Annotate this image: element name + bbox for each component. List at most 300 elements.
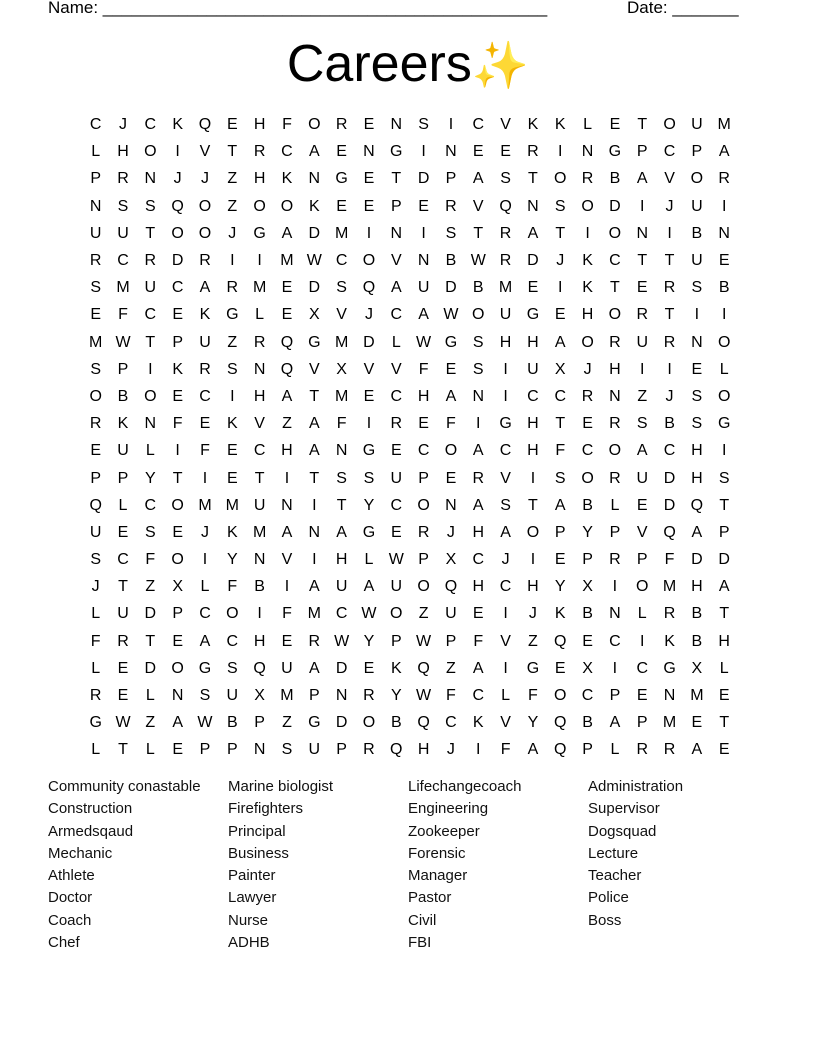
- grid-letter: R: [581, 170, 594, 188]
- word-list-item: Principal: [228, 822, 286, 840]
- word-list-item: Dogsquad: [588, 822, 657, 840]
- grid-letter: W: [115, 333, 131, 351]
- grid-letter: M: [690, 687, 704, 705]
- grid-letter: A: [281, 224, 293, 242]
- grid-letter: A: [609, 714, 621, 732]
- grid-letter: Z: [145, 578, 156, 596]
- grid-letter: S: [226, 659, 238, 677]
- grid-letter: S: [691, 279, 703, 297]
- grid-letter: L: [610, 741, 620, 759]
- grid-letter: D: [527, 252, 539, 270]
- grid-letter: P: [445, 632, 457, 650]
- grid-letter: J: [665, 197, 674, 215]
- grid-letter: K: [226, 415, 238, 433]
- grid-letter: X: [336, 360, 347, 378]
- grid-letter: U: [253, 496, 266, 514]
- grid-letter: H: [472, 523, 485, 541]
- grid-letter: E: [636, 496, 648, 514]
- grid-letter: M: [116, 279, 130, 297]
- grid-row: [82, 682, 738, 709]
- grid-letter: B: [609, 170, 621, 188]
- grid-letter: B: [582, 714, 593, 732]
- word-list-item: Community conastable: [48, 778, 201, 795]
- grid-letter: O: [362, 252, 376, 270]
- grid-letter: F: [500, 741, 511, 759]
- grid-letter: C: [663, 143, 676, 161]
- grid-letter: A: [718, 578, 730, 596]
- grid-letter: D: [144, 659, 157, 677]
- grid-letter: F: [172, 415, 183, 433]
- grid-row: [82, 492, 738, 519]
- grid-letter: A: [199, 279, 211, 297]
- grid-letter: G: [308, 333, 321, 351]
- grid-letter: H: [253, 387, 266, 405]
- grid-letter: N: [171, 687, 184, 705]
- grid-letter: L: [91, 605, 101, 623]
- grid-letter: I: [667, 224, 672, 242]
- grid-letter: O: [89, 387, 102, 405]
- grid-letter: F: [227, 578, 238, 596]
- grid-letter: U: [390, 469, 403, 487]
- grid-letter: Y: [363, 632, 375, 650]
- word-list-item: Administration: [588, 778, 684, 795]
- word-list-item: Nurse: [228, 911, 269, 929]
- grid-letter: E: [582, 632, 593, 650]
- grid-letter: Q: [362, 279, 376, 297]
- grid-letter: E: [445, 360, 457, 378]
- grid-letter: S: [500, 170, 511, 188]
- grid-letter: H: [718, 632, 730, 650]
- grid-letter: O: [444, 442, 458, 460]
- grid-letter: F: [418, 360, 429, 378]
- grid-letter: M: [252, 523, 267, 541]
- grid-letter: I: [612, 659, 618, 677]
- grid-letter: V: [363, 360, 375, 378]
- grid-letter: E: [172, 741, 183, 759]
- grid-letter: W: [334, 632, 350, 650]
- grid-letter: U: [281, 659, 293, 677]
- grid-letter: A: [527, 224, 539, 242]
- grid-letter: I: [421, 224, 426, 242]
- grid-letter: N: [663, 687, 676, 705]
- grid-row: [82, 628, 738, 655]
- grid-letter: R: [609, 333, 621, 351]
- grid-letter: P: [445, 170, 457, 188]
- grid-letter: T: [172, 469, 183, 487]
- word-list-item: Lifechangecoach: [408, 778, 522, 795]
- grid-letter: Q: [253, 659, 266, 677]
- grid-letter: F: [528, 687, 538, 705]
- grid-letter: M: [198, 496, 212, 514]
- grid-letter: Z: [227, 170, 238, 188]
- grid-letter: I: [202, 469, 208, 487]
- grid-letter: L: [719, 360, 729, 378]
- grid-letter: S: [226, 360, 238, 378]
- grid-letter: N: [308, 170, 321, 188]
- grid-letter: S: [90, 279, 101, 297]
- grid-letter: E: [582, 415, 593, 433]
- grid-letter: G: [89, 714, 102, 732]
- grid-letter: C: [445, 714, 457, 732]
- grid-letter: Y: [582, 523, 593, 541]
- grid-letter: R: [445, 197, 457, 215]
- grid-letter: R: [663, 741, 676, 759]
- grid-letter: A: [636, 442, 648, 460]
- grid-letter: A: [199, 632, 211, 650]
- grid-letter: E: [636, 279, 648, 297]
- grid-letter: D: [718, 551, 730, 569]
- grid-letter: D: [144, 605, 157, 623]
- grid-letter: M: [717, 116, 731, 134]
- grid-letter: A: [445, 387, 457, 405]
- grid-letter: C: [335, 252, 348, 270]
- grid-letter: S: [500, 496, 511, 514]
- word-list-item: [588, 932, 768, 954]
- grid-letter: P: [554, 523, 566, 541]
- grid-letter: P: [582, 551, 593, 569]
- word-list-item: Doctor: [48, 889, 93, 907]
- word-list-item: Supervisor: [588, 800, 660, 818]
- grid-letter: D: [363, 333, 375, 351]
- grid-letter: X: [308, 306, 320, 324]
- grid-letter: L: [364, 551, 374, 569]
- grid-row: [82, 736, 738, 763]
- grid-letter: V: [199, 143, 211, 161]
- grid-letter: F: [473, 632, 484, 650]
- grid-letter: O: [417, 496, 430, 514]
- grid-letter: R: [89, 687, 102, 705]
- grid-letter: B: [582, 605, 593, 623]
- grid-letter: R: [417, 523, 430, 541]
- grid-letter: T: [555, 415, 566, 433]
- grid-letter: T: [637, 252, 648, 270]
- grid-letter: B: [691, 632, 703, 650]
- grid-letter: R: [226, 279, 239, 297]
- word-list-item: Armedsqaud: [48, 822, 134, 840]
- grid-letter: E: [500, 143, 511, 161]
- grid-letter: U: [691, 116, 703, 134]
- word-list-item: Construction: [48, 800, 133, 818]
- grid-letter: O: [581, 333, 594, 351]
- grid-letter: Q: [417, 659, 430, 677]
- grid-letter: R: [663, 279, 676, 297]
- grid-letter: E: [691, 360, 703, 378]
- grid-letter: U: [499, 306, 512, 324]
- grid-letter: E: [281, 279, 293, 297]
- grid-letter: F: [555, 442, 566, 460]
- grid-letter: N: [253, 741, 266, 759]
- grid-letter: Q: [390, 741, 403, 759]
- grid-letter: O: [472, 306, 485, 324]
- grid-letter: E: [117, 687, 129, 705]
- grid-letter: C: [144, 306, 157, 324]
- grid-letter: E: [281, 306, 293, 324]
- grid-row: [82, 301, 738, 328]
- grid-letter: S: [363, 469, 375, 487]
- grid-letter: C: [390, 496, 403, 514]
- grid-letter: K: [281, 170, 293, 188]
- grid-letter: P: [418, 469, 429, 487]
- grid-letter: A: [472, 170, 484, 188]
- grid-letter: Z: [418, 605, 429, 623]
- grid-letter: E: [226, 116, 238, 134]
- grid-letter: A: [281, 387, 293, 405]
- grid-row: [82, 193, 738, 220]
- grid-letter: C: [581, 442, 594, 460]
- word-list-item: Mechanic: [48, 844, 113, 862]
- grid-letter: E: [445, 469, 457, 487]
- grid-letter: P: [199, 741, 211, 759]
- grid-letter: O: [144, 143, 157, 161]
- grid-row: [82, 111, 738, 138]
- grid-letter: S: [554, 469, 566, 487]
- grid-letter: F: [282, 116, 292, 134]
- grid-letter: C: [609, 632, 621, 650]
- grid-letter: C: [472, 551, 485, 569]
- grid-letter: Q: [554, 714, 567, 732]
- grid-letter: E: [199, 415, 211, 433]
- grid-letter: I: [721, 306, 727, 324]
- word-list-item: Engineering: [408, 800, 489, 818]
- grid-letter: E: [90, 306, 101, 324]
- grid-letter: W: [197, 714, 213, 732]
- grid-letter: R: [609, 551, 621, 569]
- grid-letter: V: [500, 632, 511, 650]
- grid-letter: D: [335, 659, 348, 677]
- grid-letter: S: [90, 360, 101, 378]
- grid-letter: Q: [280, 360, 294, 378]
- grid-letter: X: [254, 687, 265, 705]
- grid-letter: G: [717, 415, 731, 433]
- grid-letter: Y: [363, 496, 375, 514]
- grid-letter: E: [390, 523, 402, 541]
- grid-letter: Z: [282, 714, 292, 732]
- grid-letter: K: [582, 252, 593, 270]
- grid-letter: A: [472, 442, 484, 460]
- grid-letter: T: [118, 741, 128, 759]
- grid-letter: C: [117, 551, 129, 569]
- grid-letter: N: [363, 143, 375, 161]
- grid-letter: R: [663, 605, 676, 623]
- grid-letter: S: [472, 360, 484, 378]
- grid-letter: I: [721, 442, 727, 460]
- grid-letter: T: [118, 578, 128, 596]
- grid-letter: K: [172, 360, 183, 378]
- grid-letter: O: [144, 387, 157, 405]
- grid-letter: M: [307, 605, 321, 623]
- grid-letter: S: [144, 523, 156, 541]
- grid-letter: L: [255, 306, 265, 324]
- word-search-grid: [82, 111, 738, 764]
- grid-letter: H: [253, 632, 266, 650]
- word-list-item: Civil: [408, 911, 437, 929]
- grid-letter: A: [472, 496, 484, 514]
- grid-letter: N: [253, 551, 266, 569]
- grid-letter: Z: [446, 659, 456, 677]
- grid-letter: K: [582, 279, 593, 297]
- grid-letter: P: [90, 469, 101, 487]
- grid-letter: R: [199, 252, 211, 270]
- grid-letter: L: [501, 687, 511, 705]
- grid-letter: N: [335, 442, 348, 460]
- grid-letter: P: [117, 360, 129, 378]
- grid-letter: E: [172, 306, 183, 324]
- grid-letter: T: [145, 632, 156, 650]
- grid-letter: Q: [280, 333, 294, 351]
- grid-letter: I: [202, 551, 208, 569]
- grid-letter: N: [335, 687, 348, 705]
- grid-letter: T: [528, 496, 538, 514]
- grid-letter: T: [637, 116, 648, 134]
- grid-letter: M: [334, 387, 349, 405]
- grid-letter: P: [609, 687, 621, 705]
- grid-letter: V: [500, 469, 511, 487]
- grid-letter: I: [530, 551, 536, 569]
- grid-letter: K: [554, 116, 566, 134]
- grid-letter: O: [362, 714, 376, 732]
- grid-letter: P: [390, 197, 402, 215]
- grid-letter: B: [390, 714, 402, 732]
- grid-letter: R: [527, 143, 539, 161]
- grid-letter: M: [280, 687, 294, 705]
- grid-letter: E: [363, 197, 375, 215]
- grid-letter: N: [445, 496, 457, 514]
- grid-letter: R: [636, 741, 648, 759]
- grid-letter: A: [281, 523, 293, 541]
- grid-letter: H: [691, 442, 703, 460]
- grid-letter: N: [281, 496, 293, 514]
- grid-letter: G: [253, 224, 266, 242]
- grid-letter: M: [334, 333, 349, 351]
- grid-letter: N: [609, 605, 621, 623]
- word-list-item: Athlete: [48, 867, 95, 885]
- grid-letter: D: [335, 714, 348, 732]
- word-list-item: Firefighters: [228, 800, 304, 818]
- grid-letter: K: [117, 415, 129, 433]
- grid-letter: V: [308, 360, 320, 378]
- word-list-item: Lawyer: [228, 889, 277, 907]
- grid-letter: R: [89, 252, 102, 270]
- grid-letter: A: [691, 741, 703, 759]
- grid-letter: B: [445, 252, 457, 270]
- grid-letter: I: [366, 224, 372, 242]
- grid-letter: L: [145, 442, 155, 460]
- grid-row: [82, 383, 738, 410]
- grid-letter: A: [500, 523, 511, 541]
- grid-letter: A: [636, 170, 648, 188]
- grid-letter: E: [226, 469, 238, 487]
- grid-letter: H: [499, 333, 512, 351]
- grid-letter: N: [253, 360, 266, 378]
- grid-letter: V: [281, 551, 293, 569]
- grid-letter: M: [662, 714, 677, 732]
- grid-letter: O: [581, 197, 594, 215]
- grid-letter: O: [717, 387, 731, 405]
- grid-letter: C: [472, 116, 485, 134]
- grid-letter: C: [253, 442, 266, 460]
- grid-letter: B: [718, 279, 730, 297]
- grid-letter: R: [253, 143, 266, 161]
- grid-letter: E: [527, 279, 539, 297]
- grid-letter: R: [253, 333, 266, 351]
- grid-letter: O: [608, 224, 622, 242]
- grid-letter: C: [499, 442, 512, 460]
- grid-letter: D: [663, 469, 676, 487]
- grid-letter: W: [388, 551, 404, 569]
- grid-letter: V: [500, 116, 511, 134]
- grid-letter: X: [554, 360, 566, 378]
- grid-letter: C: [144, 116, 157, 134]
- grid-letter: B: [664, 415, 675, 433]
- grid-letter: Z: [282, 415, 292, 433]
- sparkles-icon: ✨: [471, 39, 530, 91]
- grid-letter: E: [718, 252, 730, 270]
- word-list-item: Lecture: [588, 844, 639, 862]
- grid-letter: W: [416, 632, 432, 650]
- grid-letter: O: [554, 170, 567, 188]
- grid-letter: U: [199, 333, 211, 351]
- grid-letter: J: [364, 306, 373, 324]
- grid-letter: U: [89, 224, 102, 242]
- grid-letter: P: [636, 714, 648, 732]
- grid-letter: K: [472, 714, 484, 732]
- grid-letter: C: [636, 659, 648, 677]
- grid-letter: O: [526, 523, 540, 541]
- grid-letter: I: [284, 469, 290, 487]
- grid-letter: R: [472, 469, 485, 487]
- grid-letter: T: [391, 170, 402, 188]
- grid-letter: T: [309, 387, 320, 405]
- grid-letter: D: [663, 496, 676, 514]
- grid-letter: L: [145, 687, 155, 705]
- grid-letter: G: [198, 659, 212, 677]
- grid-letter: P: [691, 143, 703, 161]
- grid-letter: E: [226, 442, 238, 460]
- grid-letter: I: [694, 306, 700, 324]
- grid-letter: O: [554, 687, 567, 705]
- grid-letter: P: [390, 632, 402, 650]
- grid-letter: I: [640, 197, 645, 215]
- grid-letter: Q: [554, 741, 567, 759]
- grid-letter: H: [472, 578, 485, 596]
- grid-letter: I: [503, 659, 508, 677]
- grid-letter: T: [528, 170, 538, 188]
- grid-letter: U: [691, 252, 703, 270]
- grid-letter: G: [390, 143, 403, 161]
- grid-letter: C: [609, 252, 621, 270]
- grid-letter: J: [528, 605, 537, 623]
- page-title: [0, 28, 816, 101]
- grid-letter: I: [503, 360, 508, 378]
- grid-letter: H: [527, 442, 539, 460]
- grid-letter: C: [417, 442, 430, 460]
- grid-letter: U: [117, 605, 129, 623]
- grid-letter: B: [691, 605, 703, 623]
- word-list-item: Teacher: [588, 867, 642, 885]
- grid-letter: Q: [554, 632, 567, 650]
- grid-letter: E: [336, 143, 347, 161]
- grid-letter: K: [172, 116, 183, 134]
- grid-letter: U: [691, 197, 703, 215]
- grid-letter: O: [417, 578, 430, 596]
- grid-letter: G: [663, 659, 676, 677]
- grid-letter: I: [530, 469, 536, 487]
- grid-row: [82, 247, 738, 274]
- grid-letter: U: [636, 333, 648, 351]
- grid-letter: U: [117, 442, 129, 460]
- grid-letter: F: [200, 442, 210, 460]
- grid-letter: U: [417, 279, 430, 297]
